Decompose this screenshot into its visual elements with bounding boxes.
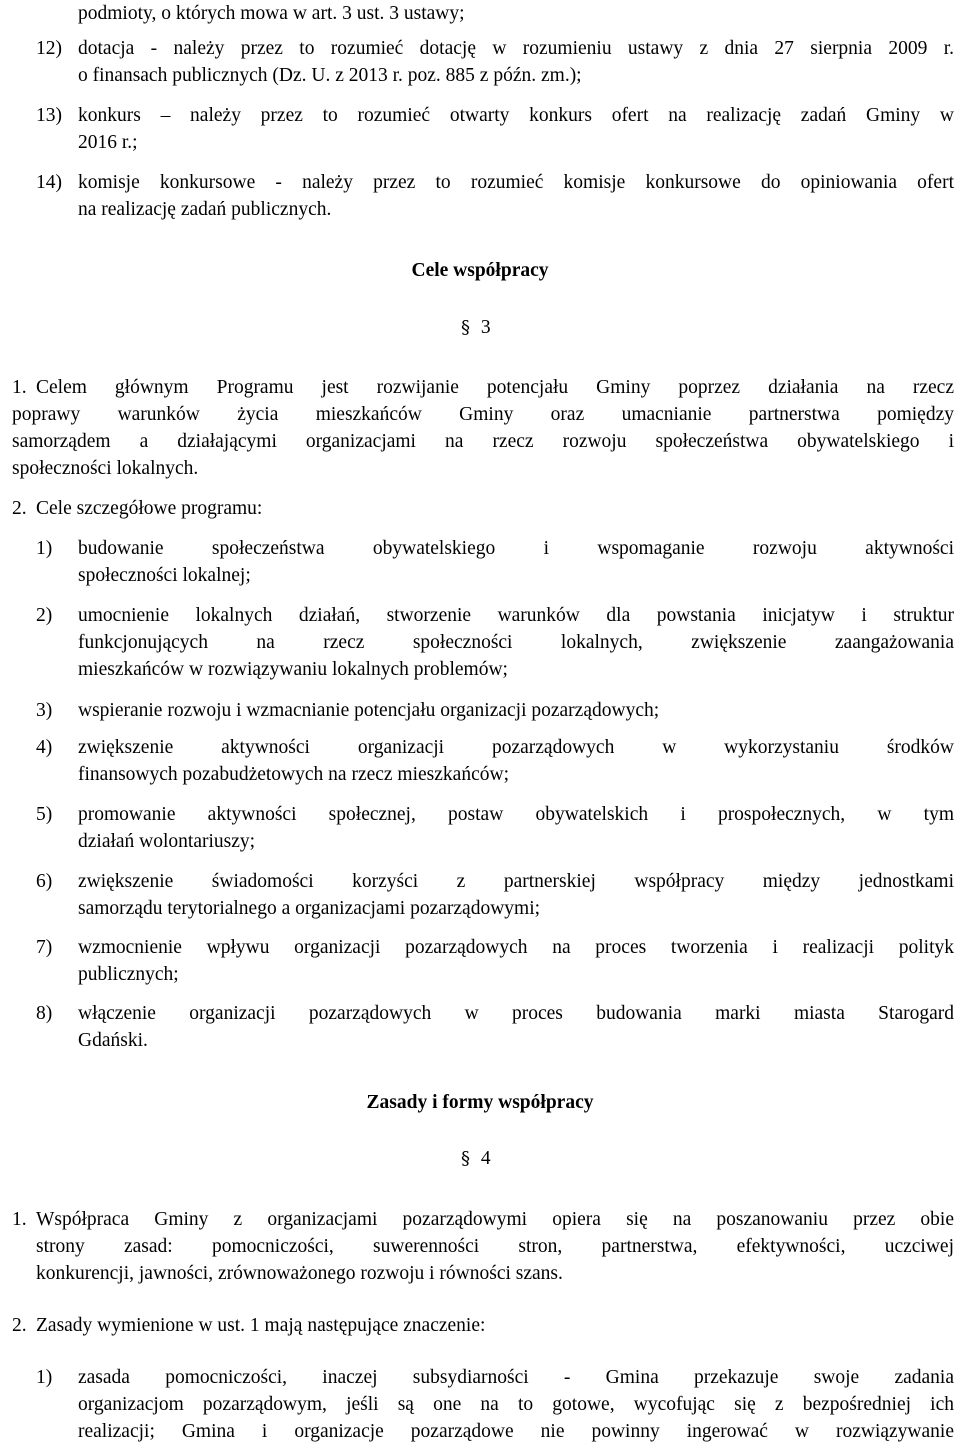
item-12-line-1: dotacja - należy przez to rozumieć dotację w rozumieniu ustawy z dnia 27 sierpnia 2009 r. bbox=[78, 38, 954, 59]
goal-2-line-2: funkcjonujących na rzecz społeczności lokalnych, zwiększenie zaangażowania bbox=[78, 632, 954, 653]
goal-5-line-2: działań wolontariuszy; bbox=[78, 831, 256, 852]
goal-6-line-2: samorządu terytorialnego a organizacjami pozarządowymi; bbox=[78, 898, 541, 919]
goal-5-line-1: promowanie aktywności społecznej, postaw obywatelskich i prospołecznych, w tym bbox=[78, 804, 954, 825]
sec4-para-1-number: 1. bbox=[12, 1209, 27, 1230]
section-4-number: 4 bbox=[480, 1148, 491, 1169]
sec4-para-2-text: Zasady wymienione w ust. 1 mają następujące znaczenie: bbox=[36, 1315, 486, 1336]
sec4-para-1-line-2: strony zasad: pomocniczości, suwerenności stron, partnerstwa, efektywności, uczciwej bbox=[36, 1236, 954, 1257]
rule-1-line-3: realizacji; Gmina i organizacje pozarządowe nie powinny ingerować w rozwiązywanie bbox=[78, 1421, 954, 1442]
sec3-para-1-line-4: społeczności lokalnych. bbox=[12, 458, 199, 479]
section-3-mark bbox=[461, 314, 491, 341]
sec3-para-1-line-3: samorządem a działającymi organizacjami na rzecz rozwoju społeczeństwa obywatelskiego i bbox=[12, 431, 954, 452]
goal-1-number: 1) bbox=[36, 538, 53, 559]
sec4-para-1-line-1: Współpraca Gminy z organizacjami pozarządowymi opiera się na poszanowaniu przez obie bbox=[36, 1209, 954, 1230]
sec4-para-1-line-3: konkurencji, jawności, zrównoważonego rozwoju i równości szans. bbox=[36, 1263, 563, 1284]
goal-6-line-1: zwiększenie świadomości korzyści z partnerskiej współpracy między jednostkami bbox=[78, 871, 954, 892]
goal-2-number: 2) bbox=[36, 605, 53, 626]
section-4-heading: Zasady i formy współpracy bbox=[366, 1092, 594, 1113]
goal-8-line-2: Gdański. bbox=[78, 1030, 148, 1051]
goal-3-line-1: wspieranie rozwoju i wzmacnianie potencjału organizacji pozarządowych; bbox=[78, 700, 660, 721]
goal-7-number: 7) bbox=[36, 937, 53, 958]
goal-8-number: 8) bbox=[36, 1003, 53, 1024]
item-13-line-1: konkurs – należy przez to rozumieć otwarty konkurs ofert na realizację zadań Gminy w bbox=[78, 105, 954, 126]
section-4-mark bbox=[461, 1145, 491, 1172]
item-13-line-2: 2016 r.; bbox=[78, 132, 138, 153]
sec3-para-2-number: 2. bbox=[12, 498, 27, 519]
section-sign: § bbox=[461, 317, 470, 338]
goal-7-line-2: publicznych; bbox=[78, 964, 179, 985]
goal-6-number: 6) bbox=[36, 871, 53, 892]
goal-4-number: 4) bbox=[36, 737, 53, 758]
rule-1-number: 1) bbox=[36, 1367, 53, 1388]
goal-5-number: 5) bbox=[36, 804, 53, 825]
goal-1-line-1: budowanie społeczeństwa obywatelskiego i wspomaganie rozwoju aktywności bbox=[78, 538, 954, 559]
goal-2-line-3: mieszkańców w rozwiązywaniu lokalnych problemów; bbox=[78, 659, 508, 680]
goal-2-line-1: umocnienie lokalnych działań, stworzenie warunków dla powstania inicjatyw i struktur bbox=[78, 605, 954, 626]
goal-1-line-2: społeczności lokalnej; bbox=[78, 565, 251, 586]
item-12-number: 12) bbox=[36, 38, 62, 59]
rule-1-line-1: zasada pomocniczości, inaczej subsydiarności - Gmina przekazuje swoje zadania bbox=[78, 1367, 954, 1388]
section-3-number: 3 bbox=[480, 317, 491, 338]
sec3-para-1-number: 1. bbox=[12, 377, 27, 398]
sec3-para-2-text: Cele szczegółowe programu: bbox=[36, 498, 263, 519]
goal-3-number: 3) bbox=[36, 700, 53, 721]
item-14-line-1: komisje konkursowe - należy przez to rozumieć komisje konkursowe do opiniowania ofert bbox=[78, 172, 954, 193]
item-14-line-2: na realizację zadań publicznych. bbox=[78, 199, 332, 220]
item-14-number: 14) bbox=[36, 172, 62, 193]
sec3-para-1-line-2: poprawy warunków życia mieszkańców Gminy oraz umacnianie partnerstwa pomiędzy bbox=[12, 404, 954, 425]
section-sign: § bbox=[461, 1148, 470, 1169]
section-3-heading: Cele współpracy bbox=[411, 260, 549, 281]
sec4-para-2-number: 2. bbox=[12, 1315, 27, 1336]
goal-7-line-1: wzmocnienie wpływu organizacji pozarządowych na proces tworzenia i realizacji polityk bbox=[78, 937, 954, 958]
goal-8-line-1: włączenie organizacji pozarządowych w proces budowania marki miasta Starogard bbox=[78, 1003, 954, 1024]
goal-4-line-2: finansowych pozabudżetowych na rzecz mieszkańców; bbox=[78, 764, 509, 785]
goal-4-line-1: zwiększenie aktywności organizacji pozarządowych w wykorzystaniu środków bbox=[78, 737, 954, 758]
item-13-number: 13) bbox=[36, 105, 62, 126]
item-11-continuation: podmioty, o których mowa w art. 3 ust. 3 ustawy; bbox=[78, 3, 465, 24]
sec3-para-1-line-1: Celem głównym Programu jest rozwijanie potencjału Gminy poprzez działania na rzecz bbox=[36, 377, 954, 398]
item-12-line-2: o finansach publicznych (Dz. U. z 2013 r. poz. 885 z późn. zm.); bbox=[78, 65, 582, 86]
rule-1-line-2: organizacjom pozarządowym, jeśli są one na to gotowe, wycofując się z bezpośredniej ich bbox=[78, 1394, 954, 1415]
